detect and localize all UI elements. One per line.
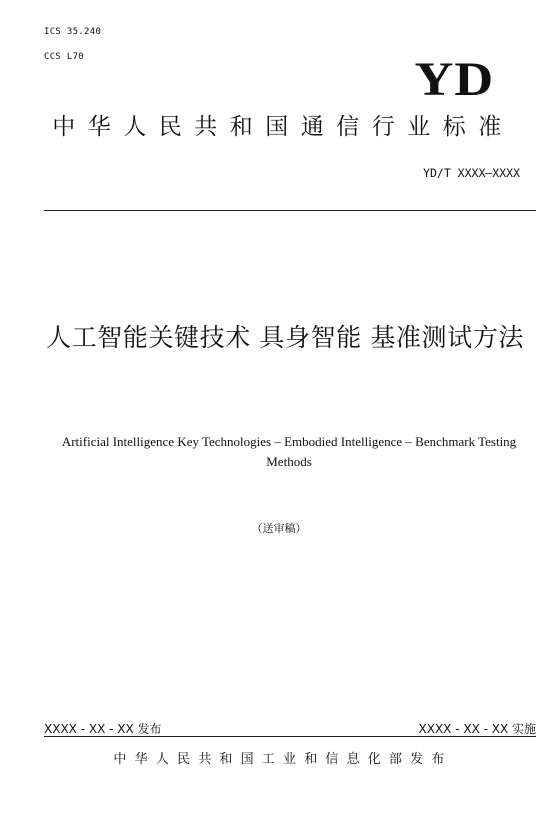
standard-number: YD/T XXXX—XXXX [423,166,520,180]
ics-code: ICS 35.240 [44,27,102,37]
ccs-code: CCS L70 [44,52,85,62]
english-title: Artificial Intelligence Key Technologies – Embodied Intelligence – Benchmark Testing Methods [61,434,517,469]
chinese-title: 人工智能关键技术 具身智能 基准测试方法 [46,323,524,352]
yd-logo: YD [414,53,494,106]
bottom-divider [44,736,536,737]
draft-status: （送审稿） [251,522,307,535]
implement-date: XXXX - XX - XX 实施 [418,722,536,736]
issuing-authority: 中华人民共和国工业和信息化部发布 [113,752,453,767]
industry-standard-heading: 中华人民共和国通信行业标准 [52,114,514,140]
top-divider [44,210,536,211]
publish-date: XXXX - XX - XX 发布 [44,722,162,736]
